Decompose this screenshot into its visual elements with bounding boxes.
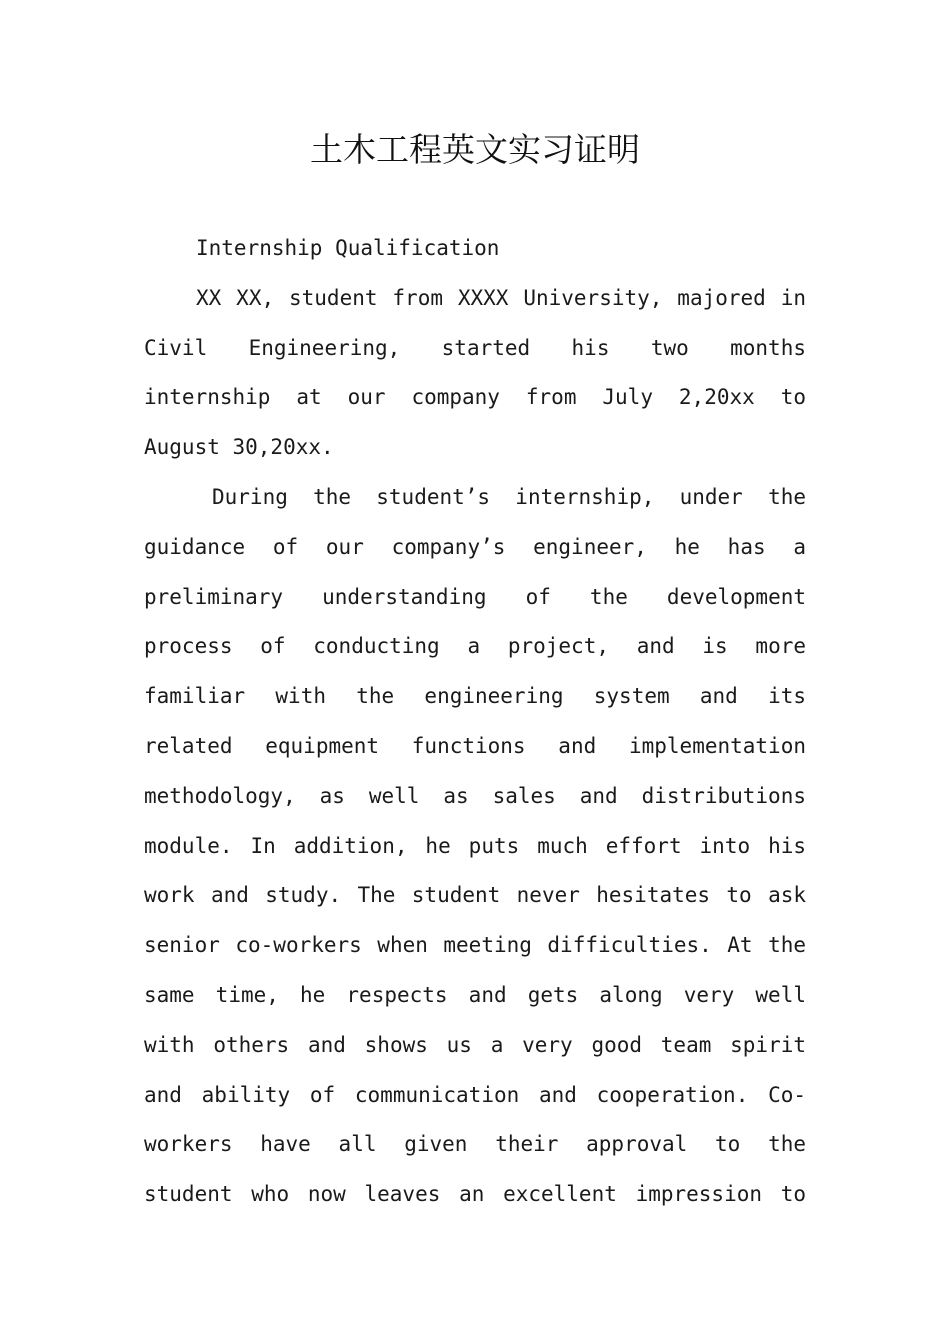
paragraph-line: same time, he respects and gets along very well xyxy=(144,982,806,1007)
paragraph-line: preliminary understanding of the development xyxy=(144,584,806,609)
paragraph-line: and ability of communication and cooperation. Co- xyxy=(144,1082,806,1107)
paragraph-line: Civil Engineering, started his two months xyxy=(144,335,806,360)
paragraph-line: familiar with the engineering system and its xyxy=(144,684,806,709)
paragraph-line: workers have all given their approval to the xyxy=(144,1132,806,1157)
paragraph-line: work and study. The student never hesitates to ask xyxy=(144,883,806,908)
paragraph-line: During the student’s internship, under the xyxy=(212,484,806,509)
paragraph-line: related equipment functions and implementation xyxy=(144,733,806,758)
paragraph-line: internship at our company from July 2,20xx to xyxy=(144,385,806,410)
document-title: 土木工程英文实习证明 xyxy=(310,130,640,169)
section-heading: Internship Qualification xyxy=(196,236,500,260)
paragraph-line: student who now leaves an excellent impression to xyxy=(144,1182,806,1207)
document-body xyxy=(144,224,806,1220)
paragraph-line: methodology, as well as sales and distributions xyxy=(144,783,806,808)
paragraph-line: senior co-workers when meeting difficulties. At the xyxy=(144,933,806,958)
paragraph-line: XX XX, student from XXXX University, majored in xyxy=(196,285,806,310)
paragraph-line: August 30,20xx. xyxy=(144,435,334,460)
paragraph-line: process of conducting a project, and is more xyxy=(144,634,806,659)
paragraph-line: guidance of our company’s engineer, he has a xyxy=(144,534,806,559)
paragraph-line: with others and shows us a very good team spirit xyxy=(144,1032,806,1057)
paragraph-line: module. In addition, he puts much effort into his xyxy=(144,833,806,858)
